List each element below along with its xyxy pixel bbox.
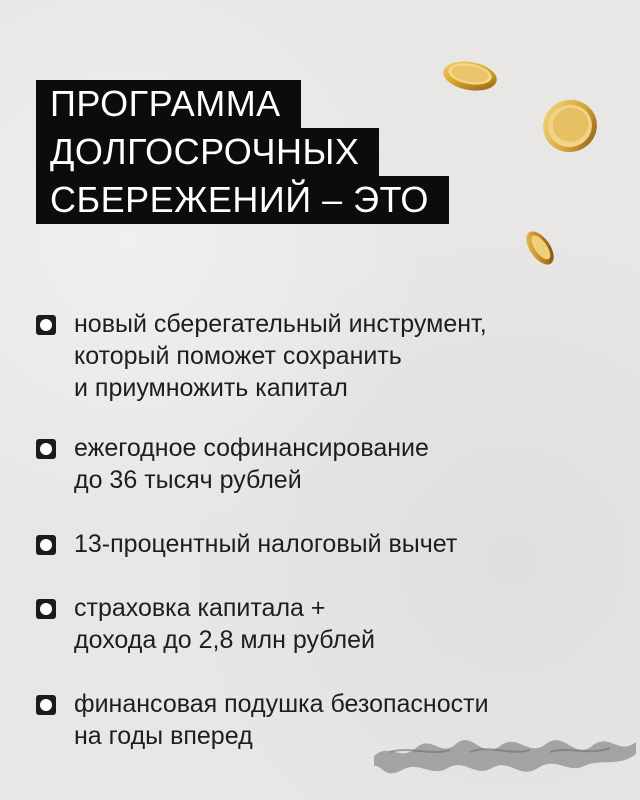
gold-coin-icon [520,226,560,270]
list-item-text [74,308,487,404]
title-line-2: ДОЛГОСРОЧНЫХ [36,128,379,176]
list-item [36,592,375,656]
bullet-square-icon [36,315,56,335]
bullet-square-icon [36,599,56,619]
bullet-square-icon [36,439,56,459]
bullet-square-icon [36,535,56,555]
list-item-line: страховка капитала + [74,594,326,622]
list-item-line: новый сберегательный инструмент, [74,310,487,338]
list-item-line: на годы вперед [74,722,253,750]
list-item [36,308,487,404]
gold-coin-icon [440,56,500,96]
bullet-square-icon [36,695,56,715]
title-line-1: ПРОГРАММА [36,80,301,128]
list-item-line: дохода до 2,8 млн рублей [74,626,375,654]
list-item-line: ежегодное софинансирование [74,434,429,462]
list-item [36,528,457,560]
list-item-text [74,432,429,496]
list-item-text [74,592,375,656]
list-item-line: до 36 тысяч рублей [74,466,302,494]
title-line-3: СБЕРЕЖЕНИЙ – ЭТО [36,176,449,224]
list-item-text [74,528,457,560]
list-item-line: который поможет сохранить [74,342,402,370]
gold-coin-icon [540,96,600,156]
list-item-line: финансовая подушка безопасности [74,690,489,718]
list-item [36,432,429,496]
list-item-line: и приумножить капитал [74,374,348,402]
brush-stroke-decoration [370,722,640,782]
list-item-line: 13-процентный налоговый вычет [74,530,458,558]
